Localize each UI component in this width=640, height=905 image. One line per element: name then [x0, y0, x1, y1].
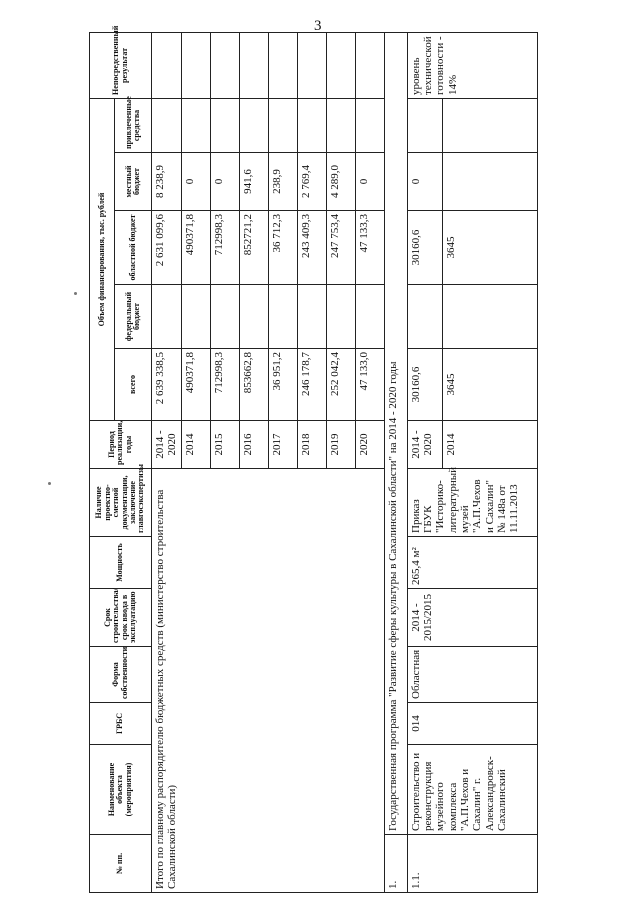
header-local: местный бюджет — [115, 153, 152, 211]
total-period: 2018 — [297, 421, 326, 469]
header-term: Срок строительства/срок ввода в эксплуатацию — [90, 589, 152, 647]
total-attracted — [326, 98, 355, 152]
total-regional: 712998,3 — [210, 211, 239, 285]
total-result — [268, 32, 297, 98]
total-period: 2019 — [326, 421, 355, 469]
item-result: уровень технической готовности - 14% — [407, 32, 537, 98]
header-federal: федеральный бюджет — [115, 285, 152, 349]
total-attracted — [181, 98, 210, 152]
item-local — [442, 153, 537, 211]
total-result — [355, 32, 384, 98]
total-all: 47 133,0 — [355, 349, 384, 421]
header-regional: областной бюджет — [115, 211, 152, 285]
rotated-table-container — [89, 25, 629, 893]
total-local: 4 289,0 — [326, 153, 355, 211]
item-capacity: 265,4 м² — [407, 537, 537, 589]
total-period: 2017 — [268, 421, 297, 469]
total-federal — [268, 285, 297, 349]
item-total: 30160,6 — [407, 349, 442, 421]
total-federal — [210, 285, 239, 349]
scan-speck — [48, 482, 51, 485]
total-all: 490371,8 — [181, 349, 210, 421]
program-num: 1. — [384, 835, 407, 893]
total-regional: 490371,8 — [181, 211, 210, 285]
total-attracted — [152, 98, 182, 152]
total-regional: 2 631 099,6 — [152, 211, 182, 285]
item-regional: 30160,6 — [407, 211, 442, 285]
total-label: Итого по главному распорядителю бюджетных средств (министерство строительства Сахалинской области) — [152, 469, 385, 893]
total-period: 2014 - 2020 — [152, 421, 182, 469]
total-federal — [239, 285, 268, 349]
scan-speck — [74, 292, 77, 295]
total-attracted — [268, 98, 297, 152]
item-local: 0 — [407, 153, 442, 211]
total-regional: 852721,2 — [239, 211, 268, 285]
total-federal — [297, 285, 326, 349]
header-name: Наименование объекта (мероприятия) — [90, 745, 152, 835]
total-attracted — [297, 98, 326, 152]
total-federal — [181, 285, 210, 349]
item-federal — [442, 285, 537, 349]
item-attracted — [407, 98, 442, 152]
item-total: 3645 — [442, 349, 537, 421]
total-regional: 243 409,3 — [297, 211, 326, 285]
item-grbs: 014 — [407, 703, 537, 745]
total-federal — [326, 285, 355, 349]
total-result — [181, 32, 210, 98]
item-attracted — [442, 98, 537, 152]
total-regional: 247 753,4 — [326, 211, 355, 285]
total-period: 2015 — [210, 421, 239, 469]
total-result — [326, 32, 355, 98]
total-all: 853662,8 — [239, 349, 268, 421]
total-result — [239, 32, 268, 98]
header-funding: Объем финансирования, тыс. рублей — [90, 98, 115, 420]
page-number: 3 — [314, 18, 322, 34]
total-period: 2020 — [355, 421, 384, 469]
total-attracted — [355, 98, 384, 152]
total-all: 712998,3 — [210, 349, 239, 421]
total-attracted — [239, 98, 268, 152]
total-local: 0 — [355, 153, 384, 211]
item-num: 1.1. — [407, 835, 537, 893]
header-ownership: Форма собственности — [90, 647, 152, 703]
total-regional: 36 712,3 — [268, 211, 297, 285]
total-regional: 47 133,3 — [355, 211, 384, 285]
header-grbs: ГРБС — [90, 703, 152, 745]
total-federal — [152, 285, 182, 349]
total-all: 252 042,4 — [326, 349, 355, 421]
total-local: 238,9 — [268, 153, 297, 211]
header-attracted: привлеченные средства — [115, 98, 152, 152]
item-ownership: Областная — [407, 647, 537, 703]
total-all: 2 639 338,5 — [152, 349, 182, 421]
total-all: 36 951,2 — [268, 349, 297, 421]
total-federal — [355, 285, 384, 349]
total-result — [297, 32, 326, 98]
item-docs: Приказ ГБУК "Историко-литературный музей "А.П.Чехов и Сахалин" № 148а от 11.11.2013 — [407, 469, 537, 537]
header-docs: Наличие проектно-сметной документации, заключение главгосэкспертизы — [90, 469, 152, 537]
funding-table — [89, 25, 538, 893]
item-regional: 3645 — [442, 211, 537, 285]
total-period: 2016 — [239, 421, 268, 469]
item-period: 2014 - 2020 — [407, 421, 442, 469]
item-period: 2014 — [442, 421, 537, 469]
total-result — [210, 32, 239, 98]
total-local: 0 — [210, 153, 239, 211]
header-period: Период реализации, годы — [90, 421, 152, 469]
item-federal — [407, 285, 442, 349]
total-period: 2014 — [181, 421, 210, 469]
item-term: 2014 - 2015/2015 — [407, 589, 537, 647]
total-local: 941,6 — [239, 153, 268, 211]
program-title: Государственная программа "Развитие сферы культуры в Сахалинской области" на 2014 - 2020 годы — [384, 32, 407, 834]
total-result — [152, 32, 182, 98]
item-name: Строительство и реконструкция музейного комплекса "А.П.Чехов и Сахалин" г. Александровск-Сахалинский — [407, 745, 537, 835]
total-all: 246 178,7 — [297, 349, 326, 421]
total-local: 0 — [181, 153, 210, 211]
header-num: № пп. — [90, 835, 152, 893]
header-total: всего — [115, 349, 152, 421]
total-attracted — [210, 98, 239, 152]
total-local: 2 769,4 — [297, 153, 326, 211]
total-local: 8 238,9 — [152, 153, 182, 211]
header-result: Непосредственный результат — [90, 32, 152, 98]
header-capacity: Мощность — [90, 537, 152, 589]
